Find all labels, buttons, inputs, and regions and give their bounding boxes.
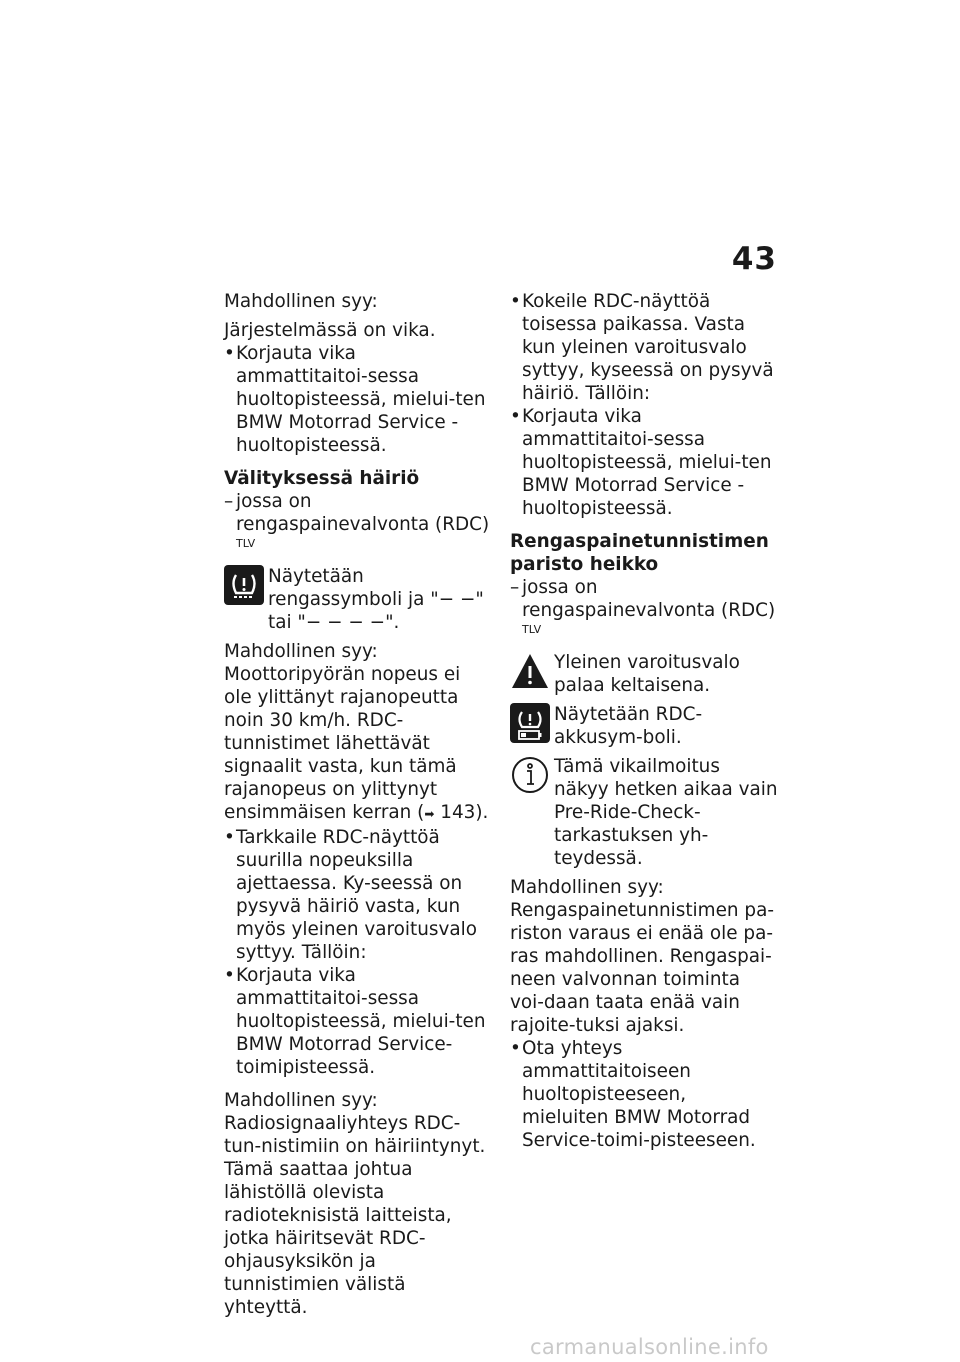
bullet-marker: • bbox=[224, 343, 235, 364]
page-reference[interactable]: (➡ 143). bbox=[417, 802, 489, 823]
list-item bbox=[510, 1037, 778, 1152]
bullet-marker: • bbox=[224, 827, 235, 848]
cause-label: Mahdollinen syy: bbox=[224, 1090, 378, 1111]
cause-label: Mahdollinen syy: bbox=[224, 291, 378, 312]
indicator-text: Näytetään RDC-akkusym-boli. bbox=[554, 704, 703, 748]
right-column bbox=[510, 290, 778, 1152]
condition-item bbox=[510, 576, 778, 645]
list-item-text: Korjauta vika ammattitaitoi-sessa huoltopisteessä, mielui-ten BMW Motorrad Service-toimipisteessä. bbox=[236, 965, 486, 1078]
bullet-marker: • bbox=[224, 965, 235, 986]
list-item-text: Korjauta vika ammattitaitoi-sessa huoltopisteessä, mielui-ten BMW Motorrad Service -huoltopisteessä. bbox=[236, 343, 486, 456]
condition-text: jossa on rengaspainevalvonta (RDC) bbox=[522, 577, 776, 621]
indicator-text: Näytetään rengassymboli ja "− −" tai "− − − −". bbox=[268, 566, 484, 633]
indicator-row bbox=[510, 651, 778, 697]
list-item bbox=[510, 290, 778, 405]
watermark: carmanualsonline.info bbox=[530, 1335, 769, 1359]
indicator-text: Yleinen varoitusvalo palaa keltaisena. bbox=[554, 652, 740, 696]
list-item-text: Korjauta vika ammattitaitoi-sessa huoltopisteessä, mielui-ten BMW Motorrad Service -huoltopisteessä. bbox=[522, 406, 772, 519]
list-item bbox=[510, 405, 778, 520]
bullet-marker: • bbox=[510, 291, 521, 312]
dash-marker: – bbox=[510, 577, 520, 598]
list-item bbox=[224, 826, 492, 964]
page-number: 43 bbox=[731, 241, 777, 277]
cause-label: Mahdollinen syy: bbox=[510, 877, 664, 898]
dash-marker: – bbox=[224, 491, 234, 512]
general-warning-triangle-icon bbox=[510, 651, 550, 691]
indicator-row bbox=[510, 755, 778, 870]
list-item bbox=[224, 342, 492, 457]
cause-label: Mahdollinen syy: bbox=[224, 641, 378, 662]
condition-text: jossa on rengaspainevalvonta (RDC) bbox=[236, 491, 490, 535]
list-item bbox=[224, 964, 492, 1079]
indicator-text: Tämä vikailmoitus näkyy hetken aikaa vain Pre-Ride-Check-tarkastuksen yh-teydessä. bbox=[554, 756, 778, 869]
info-icon bbox=[510, 755, 550, 795]
bullet-marker: • bbox=[510, 406, 521, 427]
reference-arrow-icon: ➡ bbox=[424, 807, 435, 821]
list-item-text: Ota yhteys ammattitaitoiseen huoltopisteeseen, mieluiten BMW Motorrad Service-toimi-pisteeseen. bbox=[522, 1038, 756, 1151]
list-item-text: Tarkkaile RDC-näyttöä suurilla nopeuksilla ajettaessa. Ky-seessä on pysyvä häiriö vasta, kun myös yleinen varoitusvalo syttyy. Tällöin: bbox=[236, 827, 477, 963]
rdc-battery-icon bbox=[510, 703, 550, 743]
tire-pressure-warning-icon bbox=[224, 565, 264, 605]
condition-sup: TLV bbox=[522, 623, 542, 636]
list-item-text: Kokeile RDC-näyttöä toisessa paikassa. Vasta kun yleinen varoitusvalo syttyy, kyseessä on pysyvä häiriö. Tällöin: bbox=[522, 291, 774, 404]
left-column bbox=[224, 290, 492, 1319]
cause-text: Järjestelmässä on vika. bbox=[224, 320, 436, 341]
condition-item bbox=[224, 490, 492, 559]
section-heading: Rengaspainetunnistimen paristo heikko bbox=[510, 531, 769, 575]
indicator-row bbox=[224, 565, 492, 634]
bullet-marker: • bbox=[510, 1038, 521, 1059]
indicator-row bbox=[510, 703, 778, 749]
cause-text: Radiosignaaliyhteys RDC-tun-nistimiin on häiriintynyt. Tämä saattaa johtua lähistöllä olevista radioteknisistä laitteista, jotka häiritsevät RDC-ohjausyksikön ja tunnistimien välistä yhteyttä. bbox=[224, 1113, 486, 1318]
condition-sup: TLV bbox=[236, 537, 256, 550]
cause-text: Rengaspainetunnistimen pa-riston varaus ei enää ole pa-ras mahdollinen. Rengaspai-neen valvonnan toiminta voi-daan taata enää vain rajoite-tuksi ajaksi. bbox=[510, 900, 774, 1036]
cause-text: Moottoripyörän nopeus ei ole ylittänyt rajanopeutta noin 30 km/h. RDC-tunnistimet lähettävät signaalit vasta, kun tämä rajanopeus on ylittynyt ensimmäisen kerran (➡ 143). bbox=[224, 664, 489, 823]
section-heading: Välityksessä häiriö bbox=[224, 468, 420, 489]
